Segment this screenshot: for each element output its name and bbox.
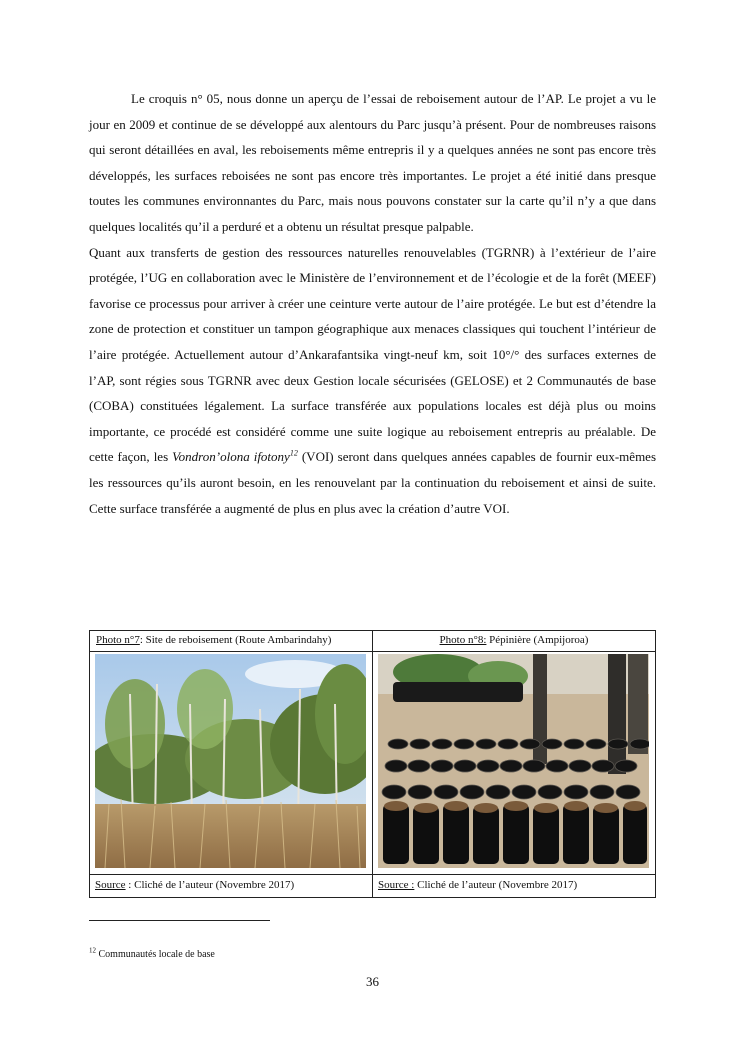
photo-7-label: Photo n°7 [96, 634, 140, 646]
photo-8-caption [373, 631, 656, 652]
photo-8-source-text: Cliché de l’auteur (Novembre 2017) [414, 879, 578, 891]
footnote [89, 946, 215, 960]
page-number: 36 [366, 974, 379, 989]
photo-7-source-label: Source [95, 879, 126, 891]
photo-table [89, 630, 656, 898]
photo-7-caption [90, 631, 373, 652]
photo-8-label: Photo n°8: [439, 634, 487, 646]
photo-7-title: : Site de reboisement (Route Ambarindahy) [139, 634, 332, 646]
paragraph-tgrnr-part2: (VOI) seront dans quelques années capables de fournir eux-mêmes les ressources qu’ils auront besoin, en les renouvelant par la continuation du reboisement et ainsi de suite. Cette surface transférée a augmenté de plus en plus avec la création d’autre VOI. [89, 449, 657, 516]
footnote-number: 12 [89, 946, 96, 955]
paragraph-reboisement: Le croquis n° 05, nous donne un aperçu de l’essai de reboisement autour de l’AP. Le projet a vu le jour en 2009 et continue de se développé aux alentours du Parc jusqu’à présent. Pour de nombreuses raisons qui seront détaillées en aval, les reboisements même entrepris il y a quelques années ne sont pas encore très développés, les surfaces reboisées ne sont pas encore très importantes. Le projet a été initié dans presque toutes les communes environnantes du Parc, mais nous pouvons constater sur la carte qu’il n’y a que dans quelques localités qu’il a perduré et a obtenu un résultat presque palpable. [89, 91, 656, 234]
photo-7-source-text: : Cliché de l’auteur (Novembre 2017) [125, 879, 295, 891]
footnote-divider [89, 920, 270, 921]
voi-term: Vondron’olona ifotony [172, 449, 290, 465]
photo-reforestation-site [95, 654, 366, 868]
paragraph-tgrnr-part1: Quant aux transferts de gestion des ressources naturelles renouvelables (TGRNR) à l’extérieur de l’aire protégée, l’UG en collaboration avec le Ministère de l’environnement et de l’écologie et de la forêt (MEEF) favorise ce processus pour arriver à créer une ceinture verte autour de l’aire protégée. Le but est d’étendre la zone de protection et constituer un tampon géographique aux menaces classiques qui touchent l’intérieur de l’aire protégée. Actuellement autour d’Ankarafantsika vingt-neuf km, soit 10°/° des surfaces externes de l’AP, sont régies sous TGRNR avec deux Gestion locale sécurisées (GELOSE) et 2 Communautés de base (COBA) constituées légalement. La surface transférée aux populations locales est déjà plus ou moins importante, ce procédé est considéré comme une suite logique au reboisement entrepris au préalable. De cette façon, les [89, 244, 656, 465]
paragraph-tgrnr [89, 240, 656, 522]
photo-7-cell [90, 652, 373, 875]
photo-8-cell [373, 652, 656, 875]
body-text [89, 86, 656, 521]
photo-nursery [378, 654, 649, 868]
photo-8-title: Pépinière (Ampijoroa) [486, 634, 589, 646]
footnote-text: Communautés locale de base [96, 949, 215, 960]
photo-8-source-label: Source : [378, 879, 415, 891]
photo-8-source [373, 875, 656, 898]
footnote-reference: 12 [289, 448, 298, 458]
photo-7-source [90, 875, 373, 898]
